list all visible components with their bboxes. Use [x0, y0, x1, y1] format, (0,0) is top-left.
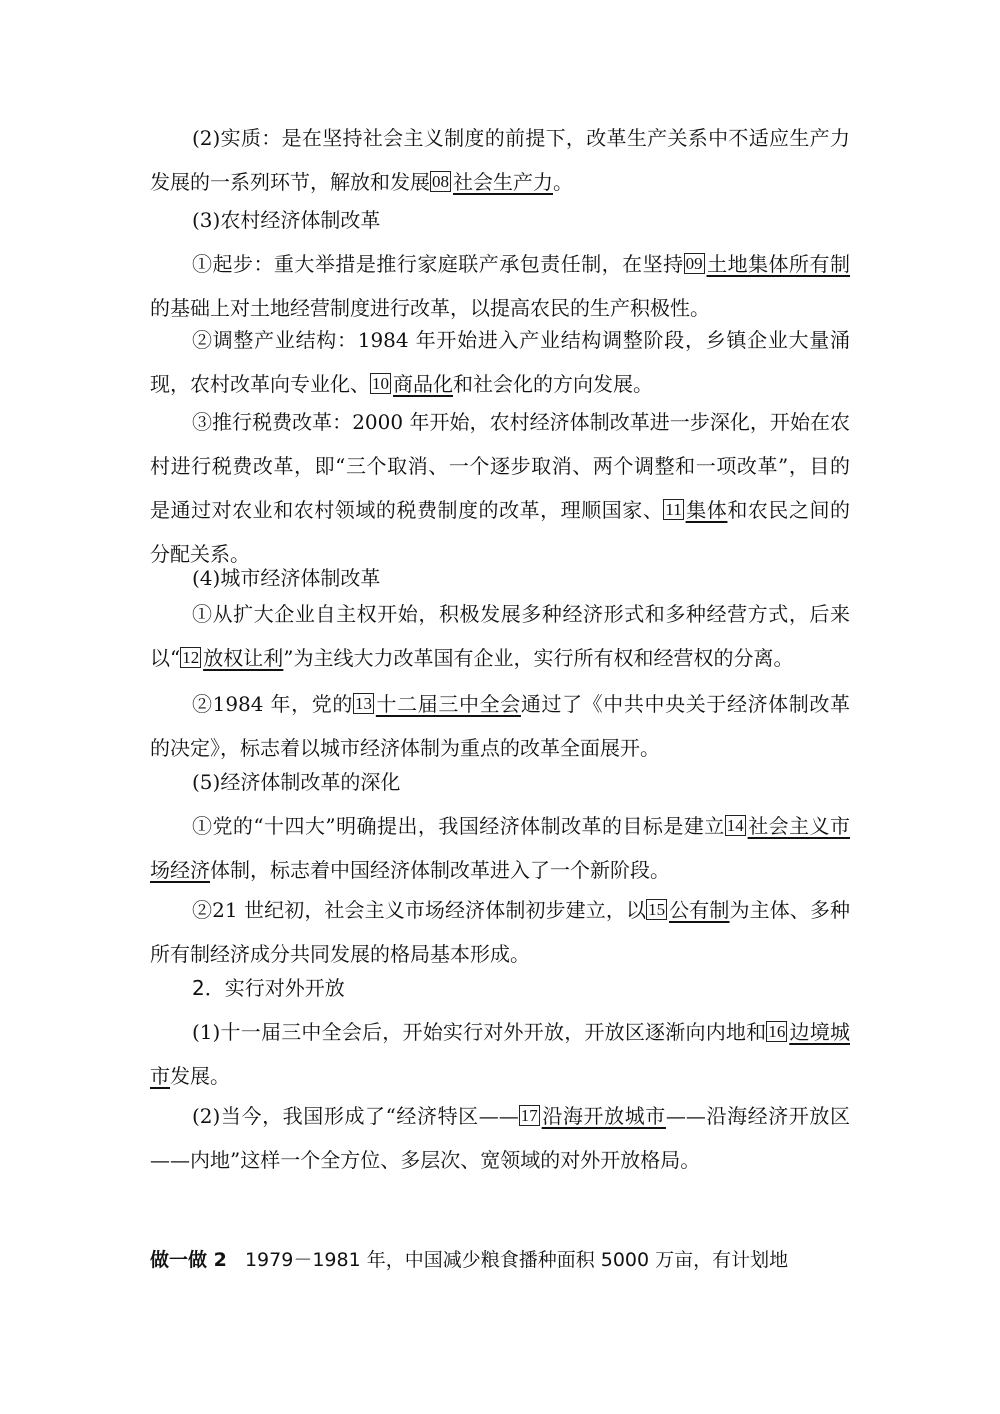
paragraph-opening-pattern: (2)当今，我国形成了“经济特区—— 17 沿海开放城市——沿海经济开放区——内地”这样一个全方位、多层次、宽领域的对外开放格局。 — [150, 1104, 850, 1172]
answer-12: 放权让利 — [203, 646, 284, 670]
paragraph-14th-congress: ①党的“十四大”明确提出，我国经济体制改革的目标是建立 14 社会主义市场经济体制，标志着中国经济体制改革进入了一个新阶段。 — [150, 814, 851, 882]
blank-number-17: 17 — [520, 1106, 538, 1125]
answer-14: 社会主义市场经济 — [150, 814, 851, 882]
exercise-text: 1979－1981 年，中国减少粮食播种面积 5000 万亩，有计划地 — [244, 1249, 789, 1271]
paragraph-enterprise-autonomy: ①从扩大企业自主权开始，积极发展多种经济形式和多种经营方式，后来以“ 12 放权让利”为主线大力改革国有企业，实行所有权和经营权的分离。 — [150, 602, 850, 670]
blank-number-10: 10 — [372, 374, 389, 393]
blank-number-08: 08 — [432, 172, 449, 191]
answer-09: 土地集体所有制 — [706, 252, 851, 276]
blank-number-15: 15 — [648, 900, 666, 919]
paragraph-essence: (2)实质：是在坚持社会主义制度的前提下，改革生产关系中不适应生产力发展的一系列环节，解放和发展 08 社会生产力。 — [150, 126, 850, 194]
heading-rural-reform: (3)农村经济体制改革 — [192, 208, 381, 232]
blank-number-09: 09 — [685, 254, 703, 273]
answer-10: 商品化 — [393, 372, 453, 396]
answer-16: 边境城市 — [150, 1020, 850, 1088]
answer-08: 社会生产力 — [453, 170, 553, 194]
exercise-do-it — [150, 1240, 870, 1280]
heading-reform-deepening: (5)经济体制改革的深化 — [192, 770, 401, 794]
heading-urban-reform: (4)城市经济体制改革 — [192, 566, 381, 590]
exercise-label: 做一做 2 — [150, 1249, 227, 1271]
answer-13: 十二届三中全会 — [375, 692, 521, 716]
answer-15: 公有制 — [669, 898, 730, 922]
blank-number-16: 16 — [768, 1022, 786, 1041]
paragraph-tax-reform: ③推行税费改革：2000 年开始，农村经济体制改革进一步深化，开始在农村进行税费改革，即“三个取消、一个逐步取消、两个调整和一项改革”，目的是通过对农业和农村领域的税费制度的改革，理顺国家、 11 集体和农民之间的分配关系。 — [150, 410, 851, 566]
paragraph-rural-start: ①起步：重大举措是推行家庭联产承包责任制，在坚持 09 土地集体所有制的基础上对土地经营制度进行改革，以提高农民的生产积极性。 — [150, 252, 851, 320]
paragraph-industry-structure: ②调整产业结构：1984 年开始进入产业结构调整阶段，乡镇企业大量涌现，农村改革向专业化、 10 商品化和社会化的方向发展。 — [150, 328, 850, 396]
paragraph-21st-century: ②21 世纪初，社会主义市场经济体制初步建立，以 15 公有制为主体、多种所有制经济成分共同发展的格局基本形成。 — [150, 898, 851, 966]
paragraph-1984-decision: ②1984 年，党的 13 十二届三中全会通过了《中共中央关于经济体制改革的决定》，标志着以城市经济体制为重点的改革全面展开。 — [150, 692, 851, 760]
blank-number-12: 12 — [182, 648, 200, 667]
paragraph-opening-inland: (1)十一届三中全会后，开始实行对外开放，开放区逐渐向内地和 16 边境城市发展。 — [150, 1020, 850, 1088]
blank-number-14: 14 — [726, 816, 744, 835]
heading-opening-up: 2．实行对外开放 — [192, 976, 345, 1000]
blank-number-13: 13 — [354, 694, 372, 713]
answer-11: 集体 — [685, 498, 728, 522]
blank-number-11: 11 — [665, 500, 682, 519]
answer-17: 沿海开放城市 — [541, 1104, 666, 1128]
